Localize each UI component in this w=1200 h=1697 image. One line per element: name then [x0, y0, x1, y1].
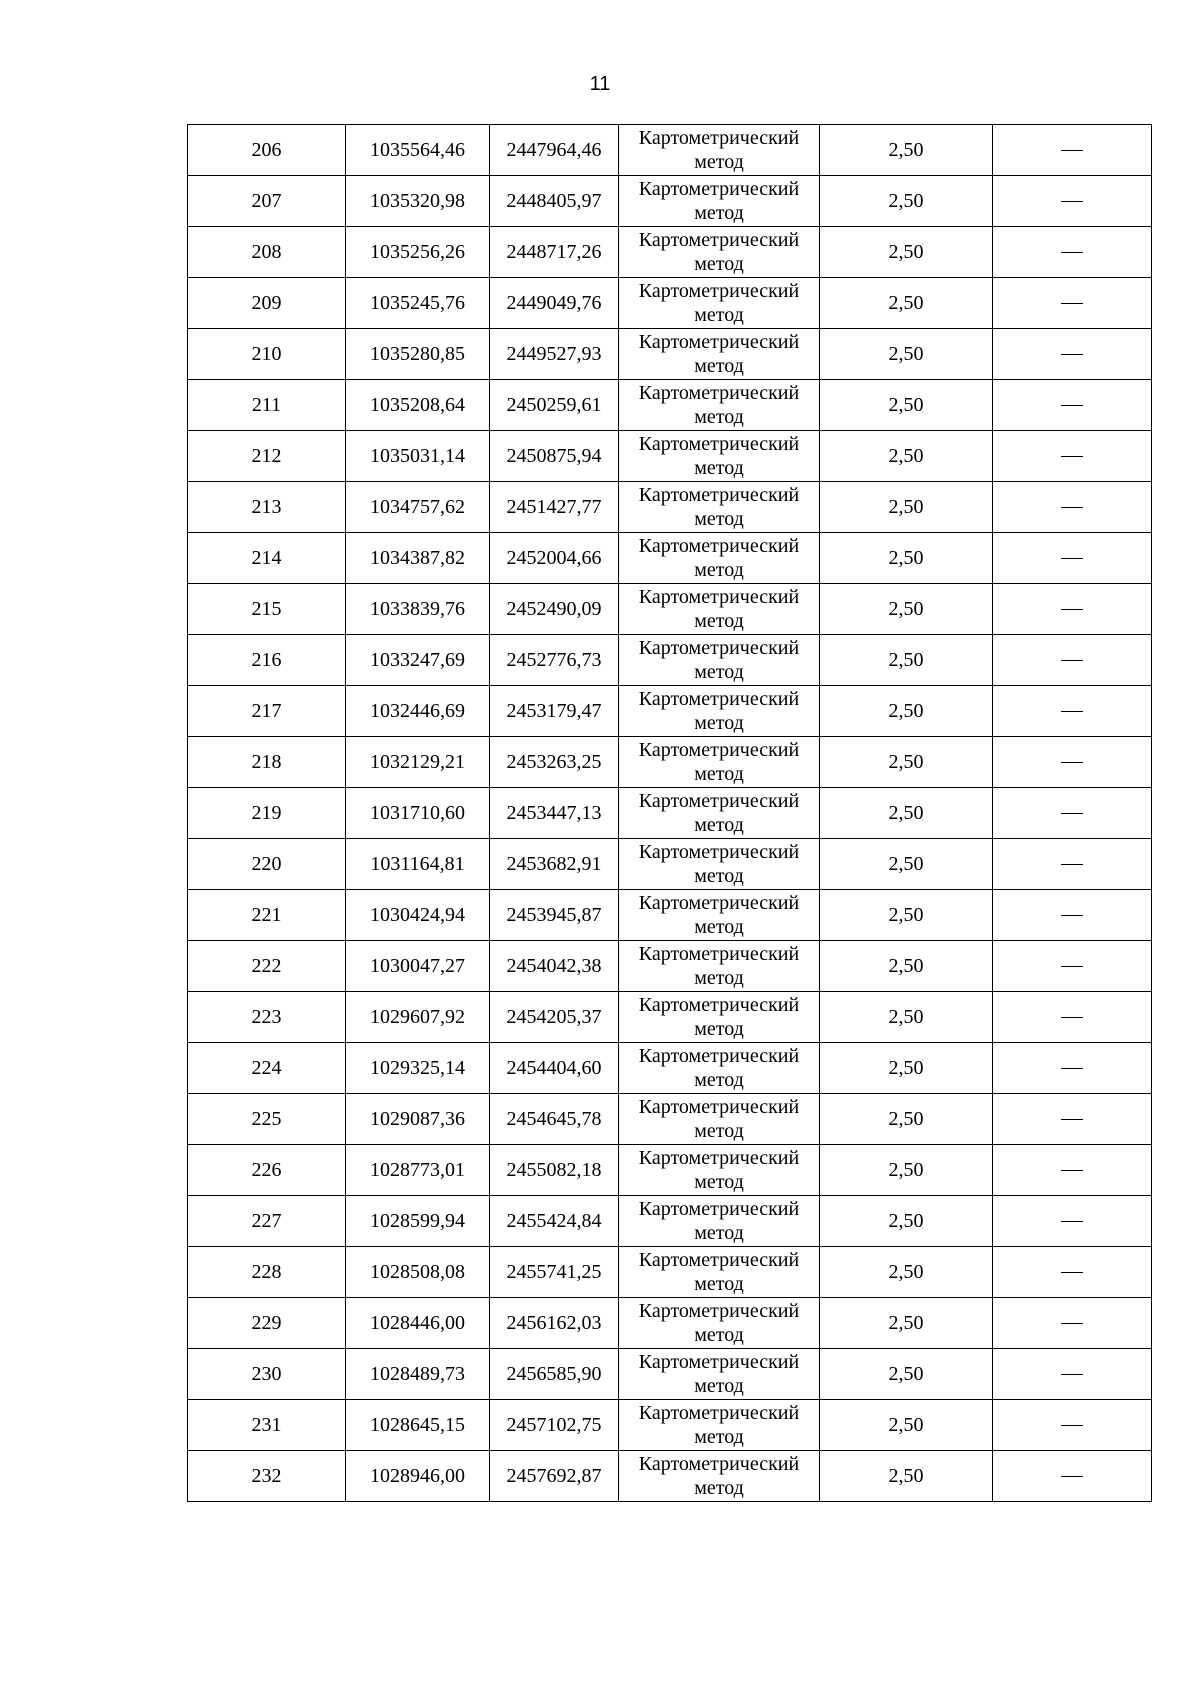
description-cell [993, 890, 1152, 941]
y-coordinate-cell: 2449049,76 [490, 278, 619, 329]
x-coordinate-cell: 1035031,14 [346, 431, 490, 482]
table-row [188, 1094, 1152, 1145]
method-cell: Картометрический метод [619, 431, 820, 482]
point-number-cell: 231 [188, 1400, 346, 1451]
x-coordinate-cell: 1030047,27 [346, 941, 490, 992]
y-coordinate-cell: 2450875,94 [490, 431, 619, 482]
method-cell: Картометрический метод [619, 1094, 820, 1145]
method-cell: Картометрический метод [619, 227, 820, 278]
description-cell [993, 686, 1152, 737]
point-number-cell: 216 [188, 635, 346, 686]
method-cell: Картометрический метод [619, 1298, 820, 1349]
dash-mark [1061, 354, 1083, 355]
x-coordinate-cell: 1035245,76 [346, 278, 490, 329]
table-row [188, 686, 1152, 737]
method-cell: Картометрический метод [619, 788, 820, 839]
y-coordinate-cell: 2451427,77 [490, 482, 619, 533]
x-coordinate-cell: 1028946,00 [346, 1451, 490, 1502]
description-cell [993, 278, 1152, 329]
y-coordinate-cell: 2450259,61 [490, 380, 619, 431]
y-coordinate-cell: 2454042,38 [490, 941, 619, 992]
x-coordinate-cell: 1033247,69 [346, 635, 490, 686]
dash-mark [1061, 1374, 1083, 1375]
point-number-cell: 223 [188, 992, 346, 1043]
x-coordinate-cell: 1029087,36 [346, 1094, 490, 1145]
accuracy-cell: 2,50 [820, 329, 993, 380]
dash-mark [1061, 405, 1083, 406]
method-cell: Картометрический метод [619, 533, 820, 584]
description-cell [993, 1043, 1152, 1094]
dash-mark [1061, 660, 1083, 661]
method-cell: Картометрический метод [619, 1247, 820, 1298]
description-cell [993, 788, 1152, 839]
accuracy-cell: 2,50 [820, 278, 993, 329]
description-cell [993, 125, 1152, 176]
dash-mark [1061, 1272, 1083, 1273]
method-cell: Картометрический метод [619, 839, 820, 890]
table-row [188, 1349, 1152, 1400]
x-coordinate-cell: 1035208,64 [346, 380, 490, 431]
method-cell: Картометрический метод [619, 890, 820, 941]
method-cell: Картометрический метод [619, 584, 820, 635]
accuracy-cell: 2,50 [820, 482, 993, 533]
method-cell: Картометрический метод [619, 1349, 820, 1400]
y-coordinate-cell: 2454404,60 [490, 1043, 619, 1094]
description-cell [993, 1451, 1152, 1502]
description-cell [993, 584, 1152, 635]
accuracy-cell: 2,50 [820, 1298, 993, 1349]
y-coordinate-cell: 2455082,18 [490, 1145, 619, 1196]
page-number: 11 [589, 73, 611, 95]
x-coordinate-cell: 1033839,76 [346, 584, 490, 635]
accuracy-cell: 2,50 [820, 533, 993, 584]
table-row [188, 380, 1152, 431]
accuracy-cell: 2,50 [820, 1451, 993, 1502]
dash-mark [1061, 915, 1083, 916]
y-coordinate-cell: 2455741,25 [490, 1247, 619, 1298]
table-row [188, 1298, 1152, 1349]
point-number-cell: 228 [188, 1247, 346, 1298]
dash-mark [1061, 864, 1083, 865]
method-cell: Картометрический метод [619, 176, 820, 227]
description-cell [993, 482, 1152, 533]
y-coordinate-cell: 2454645,78 [490, 1094, 619, 1145]
x-coordinate-cell: 1031164,81 [346, 839, 490, 890]
description-cell [993, 1247, 1152, 1298]
y-coordinate-cell: 2452004,66 [490, 533, 619, 584]
point-number-cell: 211 [188, 380, 346, 431]
x-coordinate-cell: 1035256,26 [346, 227, 490, 278]
dash-mark [1061, 966, 1083, 967]
point-number-cell: 224 [188, 1043, 346, 1094]
table-row [188, 788, 1152, 839]
x-coordinate-cell: 1028773,01 [346, 1145, 490, 1196]
dash-mark [1061, 711, 1083, 712]
table-row [188, 1145, 1152, 1196]
point-number-cell: 217 [188, 686, 346, 737]
method-cell: Картометрический метод [619, 941, 820, 992]
method-cell: Картометрический метод [619, 1400, 820, 1451]
method-cell: Картометрический метод [619, 278, 820, 329]
accuracy-cell: 2,50 [820, 1349, 993, 1400]
table-row [188, 839, 1152, 890]
dash-mark [1061, 507, 1083, 508]
x-coordinate-cell: 1034757,62 [346, 482, 490, 533]
description-cell [993, 380, 1152, 431]
table-row [188, 1400, 1152, 1451]
dash-mark [1061, 303, 1083, 304]
dash-mark [1061, 1425, 1083, 1426]
point-number-cell: 215 [188, 584, 346, 635]
y-coordinate-cell: 2453447,13 [490, 788, 619, 839]
table-row [188, 533, 1152, 584]
y-coordinate-cell: 2456162,03 [490, 1298, 619, 1349]
method-cell: Картометрический метод [619, 380, 820, 431]
y-coordinate-cell: 2453263,25 [490, 737, 619, 788]
y-coordinate-cell: 2454205,37 [490, 992, 619, 1043]
dash-mark [1061, 1323, 1083, 1324]
point-number-cell: 218 [188, 737, 346, 788]
point-number-cell: 206 [188, 125, 346, 176]
point-number-cell: 227 [188, 1196, 346, 1247]
table-row [188, 176, 1152, 227]
accuracy-cell: 2,50 [820, 1043, 993, 1094]
point-number-cell: 210 [188, 329, 346, 380]
accuracy-cell: 2,50 [820, 839, 993, 890]
point-number-cell: 220 [188, 839, 346, 890]
accuracy-cell: 2,50 [820, 941, 993, 992]
dash-mark [1061, 456, 1083, 457]
point-number-cell: 232 [188, 1451, 346, 1502]
method-cell: Картометрический метод [619, 992, 820, 1043]
y-coordinate-cell: 2456585,90 [490, 1349, 619, 1400]
accuracy-cell: 2,50 [820, 635, 993, 686]
point-number-cell: 222 [188, 941, 346, 992]
accuracy-cell: 2,50 [820, 176, 993, 227]
table-row [188, 584, 1152, 635]
y-coordinate-cell: 2453945,87 [490, 890, 619, 941]
table-row [188, 1196, 1152, 1247]
point-number-cell: 214 [188, 533, 346, 584]
table-row [188, 635, 1152, 686]
point-number-cell: 219 [188, 788, 346, 839]
accuracy-cell: 2,50 [820, 1196, 993, 1247]
accuracy-cell: 2,50 [820, 890, 993, 941]
description-cell [993, 1400, 1152, 1451]
description-cell [993, 1298, 1152, 1349]
y-coordinate-cell: 2448405,97 [490, 176, 619, 227]
accuracy-cell: 2,50 [820, 737, 993, 788]
x-coordinate-cell: 1034387,82 [346, 533, 490, 584]
dash-mark [1061, 1068, 1083, 1069]
y-coordinate-cell: 2453682,91 [490, 839, 619, 890]
dash-mark [1061, 813, 1083, 814]
table-row [188, 1247, 1152, 1298]
x-coordinate-cell: 1029325,14 [346, 1043, 490, 1094]
dash-mark [1061, 150, 1083, 151]
table-row [188, 890, 1152, 941]
x-coordinate-cell: 1032446,69 [346, 686, 490, 737]
accuracy-cell: 2,50 [820, 227, 993, 278]
y-coordinate-cell: 2452490,09 [490, 584, 619, 635]
dash-mark [1061, 252, 1083, 253]
accuracy-cell: 2,50 [820, 584, 993, 635]
description-cell [993, 533, 1152, 584]
accuracy-cell: 2,50 [820, 1400, 993, 1451]
dash-mark [1061, 1221, 1083, 1222]
x-coordinate-cell: 1031710,60 [346, 788, 490, 839]
x-coordinate-cell: 1035320,98 [346, 176, 490, 227]
description-cell [993, 992, 1152, 1043]
table-row [188, 1451, 1152, 1502]
point-number-cell: 209 [188, 278, 346, 329]
coordinates-table-body [188, 125, 1152, 1502]
x-coordinate-cell: 1030424,94 [346, 890, 490, 941]
dash-mark [1061, 762, 1083, 763]
description-cell [993, 1196, 1152, 1247]
dash-mark [1061, 1119, 1083, 1120]
method-cell: Картометрический метод [619, 329, 820, 380]
accuracy-cell: 2,50 [820, 992, 993, 1043]
table-row [188, 125, 1152, 176]
dash-mark [1061, 201, 1083, 202]
dash-mark [1061, 609, 1083, 610]
accuracy-cell: 2,50 [820, 431, 993, 482]
dash-mark [1061, 558, 1083, 559]
method-cell: Картометрический метод [619, 1196, 820, 1247]
description-cell [993, 1145, 1152, 1196]
point-number-cell: 229 [188, 1298, 346, 1349]
method-cell: Картометрический метод [619, 482, 820, 533]
table-row [188, 1043, 1152, 1094]
accuracy-cell: 2,50 [820, 1145, 993, 1196]
x-coordinate-cell: 1032129,21 [346, 737, 490, 788]
point-number-cell: 221 [188, 890, 346, 941]
accuracy-cell: 2,50 [820, 1247, 993, 1298]
description-cell [993, 1094, 1152, 1145]
accuracy-cell: 2,50 [820, 380, 993, 431]
description-cell [993, 737, 1152, 788]
table-row [188, 737, 1152, 788]
point-number-cell: 226 [188, 1145, 346, 1196]
description-cell [993, 941, 1152, 992]
y-coordinate-cell: 2449527,93 [490, 329, 619, 380]
description-cell [993, 227, 1152, 278]
table-row [188, 431, 1152, 482]
y-coordinate-cell: 2448717,26 [490, 227, 619, 278]
point-number-cell: 230 [188, 1349, 346, 1400]
method-cell: Картометрический метод [619, 737, 820, 788]
x-coordinate-cell: 1028508,08 [346, 1247, 490, 1298]
x-coordinate-cell: 1029607,92 [346, 992, 490, 1043]
x-coordinate-cell: 1028489,73 [346, 1349, 490, 1400]
y-coordinate-cell: 2457692,87 [490, 1451, 619, 1502]
table-row [188, 329, 1152, 380]
x-coordinate-cell: 1035280,85 [346, 329, 490, 380]
accuracy-cell: 2,50 [820, 125, 993, 176]
method-cell: Картометрический метод [619, 125, 820, 176]
table-row [188, 941, 1152, 992]
y-coordinate-cell: 2447964,46 [490, 125, 619, 176]
y-coordinate-cell: 2452776,73 [490, 635, 619, 686]
point-number-cell: 213 [188, 482, 346, 533]
dash-mark [1061, 1476, 1083, 1477]
coordinates-table [187, 124, 1152, 1502]
x-coordinate-cell: 1035564,46 [346, 125, 490, 176]
y-coordinate-cell: 2457102,75 [490, 1400, 619, 1451]
description-cell [993, 839, 1152, 890]
description-cell [993, 635, 1152, 686]
table-row [188, 482, 1152, 533]
description-cell [993, 176, 1152, 227]
point-number-cell: 207 [188, 176, 346, 227]
description-cell [993, 1349, 1152, 1400]
method-cell: Картометрический метод [619, 1043, 820, 1094]
x-coordinate-cell: 1028446,00 [346, 1298, 490, 1349]
y-coordinate-cell: 2455424,84 [490, 1196, 619, 1247]
method-cell: Картометрический метод [619, 1451, 820, 1502]
dash-mark [1061, 1017, 1083, 1018]
table-row [188, 278, 1152, 329]
point-number-cell: 212 [188, 431, 346, 482]
method-cell: Картометрический метод [619, 1145, 820, 1196]
description-cell [993, 431, 1152, 482]
dash-mark [1061, 1170, 1083, 1171]
point-number-cell: 208 [188, 227, 346, 278]
point-number-cell: 225 [188, 1094, 346, 1145]
description-cell [993, 329, 1152, 380]
accuracy-cell: 2,50 [820, 686, 993, 737]
accuracy-cell: 2,50 [820, 1094, 993, 1145]
x-coordinate-cell: 1028645,15 [346, 1400, 490, 1451]
y-coordinate-cell: 2453179,47 [490, 686, 619, 737]
table-row [188, 992, 1152, 1043]
accuracy-cell: 2,50 [820, 788, 993, 839]
x-coordinate-cell: 1028599,94 [346, 1196, 490, 1247]
method-cell: Картометрический метод [619, 686, 820, 737]
table-row [188, 227, 1152, 278]
method-cell: Картометрический метод [619, 635, 820, 686]
